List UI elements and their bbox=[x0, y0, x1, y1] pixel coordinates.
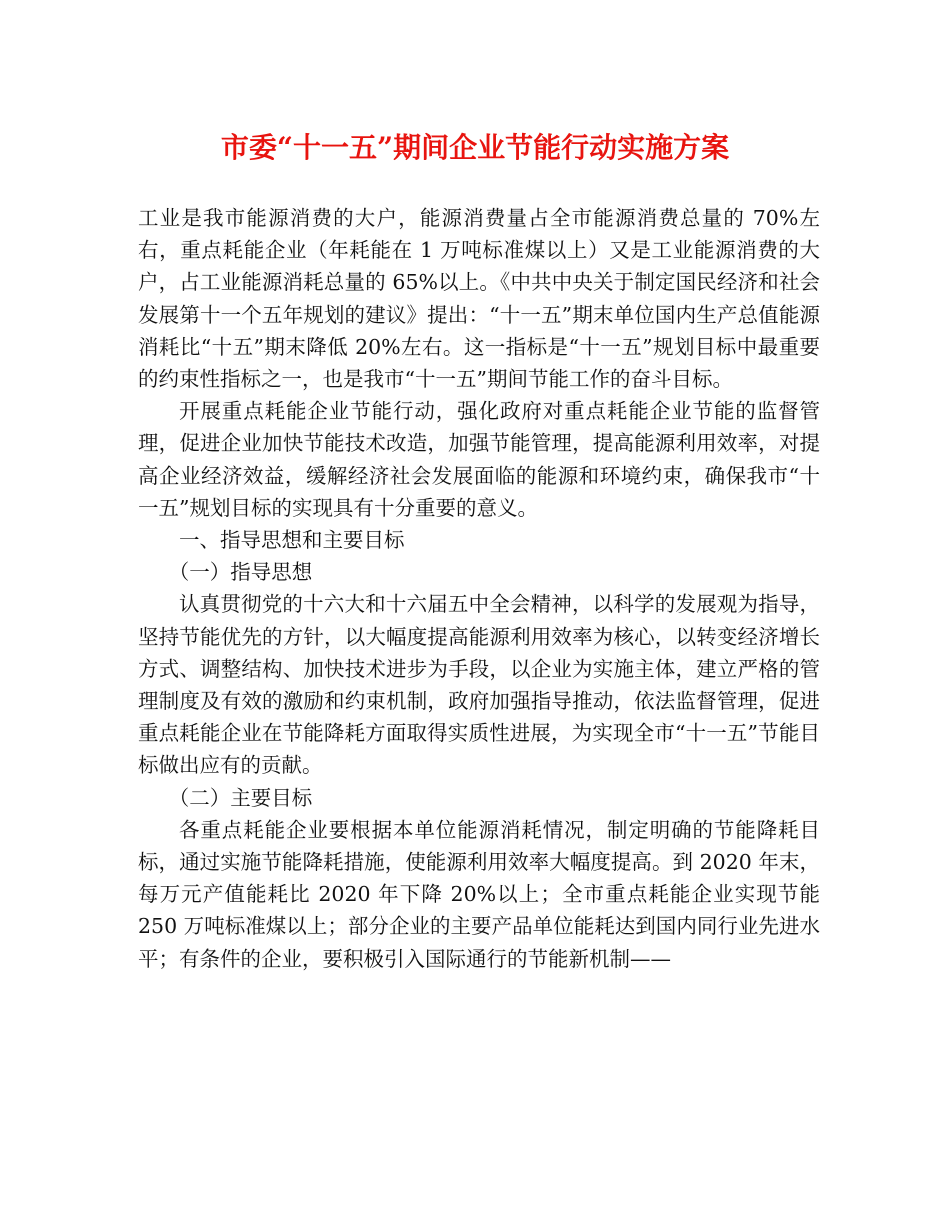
subheading-main-goals: （二）主要目标 bbox=[168, 785, 313, 810]
section-heading-1: 一、指导思想和主要目标 bbox=[179, 528, 405, 553]
document-body bbox=[138, 202, 820, 975]
paragraph-intro: 工业是我市能源消费的大户，能源消费量占全市能源消费总量的 70%左右，重点耗能企业（年耗能在 1 万吨标准煤以上）又是工业能源消费的大户，占工业能源消耗总量的 65%以上。《中共中央关于制定国民经济和社会发展第十一个五年规划的建议》提出：“十一五”期末单位国内生产总值能源消耗比“十五”期末降低 20%左右。这一指标是“十一五”规划目标中最重要的约束性指标之一，也是我市“十一五”期间节能工作的奋斗目标。 bbox=[138, 206, 820, 392]
subheading-guiding-ideology: （一）指导思想 bbox=[168, 560, 313, 585]
paragraph-significance: 开展重点耗能企业节能行动，强化政府对重点耗能企业节能的监督管理，促进企业加快节能技术改造，加强节能管理，提高能源利用效率，对提高企业经济效益，缓解经济社会发展面临的能源和环境约束，确保我市“十一五”规划目标的实现具有十分重要的意义。 bbox=[138, 399, 820, 520]
document-title: 市委“十一五”期间企业节能行动实施方案 bbox=[220, 131, 730, 164]
paragraph-main-goals: 各重点耗能企业要根据本单位能源消耗情况，制定明确的节能降耗目标，通过实施节能降耗措施，使能源利用效率大幅度提高。到 2020 年末，每万元产值能耗比 2020 年下降 20%以上；全市重点耗能企业实现节能 250 万吨标准煤以上；部分企业的主要产品单位能耗达到国内同行业先进水平；有条件的企业，要积极引入国际通行的节能新机制—— bbox=[138, 817, 820, 971]
paragraph-guiding-ideology: 认真贯彻党的十六大和十六届五中全会精神，以科学的发展观为指导，坚持节能优先的方针，以大幅度提高能源利用效率为核心，以转变经济增长方式、调整结构、加快技术进步为手段，以企业为实施主体，建立严格的管理制度及有效的激励和约束机制，政府加强指导推动，依法监督管理，促进重点耗能企业在节能降耗方面取得实质性进展，为实现全市“十一五”节能目标做出应有的贡献。 bbox=[138, 592, 820, 778]
